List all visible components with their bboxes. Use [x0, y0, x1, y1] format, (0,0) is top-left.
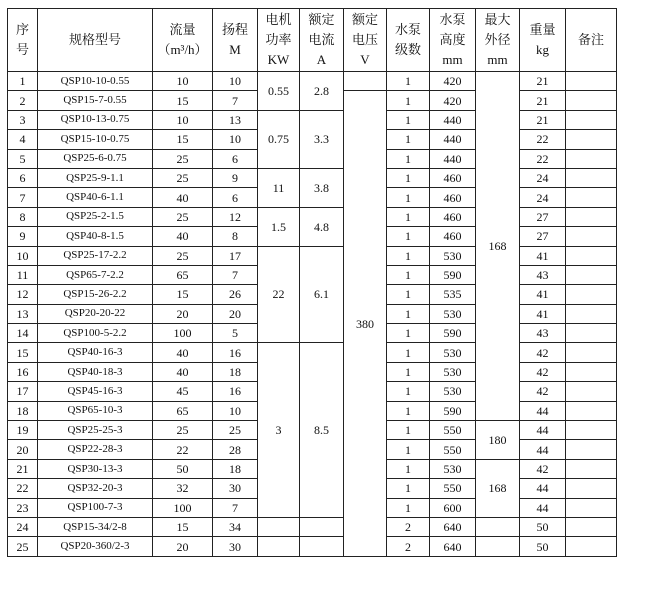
- cell-model: QSP20-360/2-3: [38, 537, 153, 556]
- cell-weight: 21: [520, 72, 566, 91]
- cell-stages: 1: [387, 343, 430, 362]
- cell-model: QSP32-20-3: [38, 479, 153, 498]
- cell-remark: [566, 130, 617, 149]
- cell-weight: 50: [520, 517, 566, 536]
- cell-no: 9: [8, 227, 38, 246]
- cell-height: 530: [430, 304, 476, 323]
- cell-diameter: [476, 517, 520, 536]
- cell-stages: 1: [387, 130, 430, 149]
- cell-current: 6.1: [300, 246, 344, 343]
- cell-head: 6: [213, 188, 258, 207]
- cell-no: 11: [8, 265, 38, 284]
- cell-no: 5: [8, 149, 38, 168]
- cell-remark: [566, 537, 617, 556]
- cell-height: 550: [430, 421, 476, 440]
- cell-head: 12: [213, 207, 258, 226]
- col-weight: 重量 kg: [520, 9, 566, 72]
- cell-model: QSP30-13-3: [38, 459, 153, 478]
- cell-diameter: [476, 537, 520, 556]
- cell-weight: 44: [520, 421, 566, 440]
- cell-head: 30: [213, 537, 258, 556]
- cell-head: 9: [213, 168, 258, 187]
- cell-remark: [566, 227, 617, 246]
- cell-weight: 50: [520, 537, 566, 556]
- cell-no: 18: [8, 401, 38, 420]
- cell-weight: 41: [520, 285, 566, 304]
- cell-height: 460: [430, 188, 476, 207]
- cell-weight: 42: [520, 459, 566, 478]
- cell-no: 4: [8, 130, 38, 149]
- cell-flow: 15: [153, 130, 213, 149]
- cell-head: 34: [213, 517, 258, 536]
- cell-no: 7: [8, 188, 38, 207]
- cell-no: 14: [8, 324, 38, 343]
- cell-head: 16: [213, 382, 258, 401]
- table-row: [8, 343, 617, 362]
- cell-height: 460: [430, 168, 476, 187]
- cell-no: 21: [8, 459, 38, 478]
- cell-model: QSP25-6-0.75: [38, 149, 153, 168]
- cell-flow: 20: [153, 304, 213, 323]
- cell-head: 26: [213, 285, 258, 304]
- cell-remark: [566, 91, 617, 110]
- cell-no: 15: [8, 343, 38, 362]
- cell-no: 12: [8, 285, 38, 304]
- cell-stages: 2: [387, 517, 430, 536]
- cell-head: 6: [213, 149, 258, 168]
- cell-no: 1: [8, 72, 38, 91]
- cell-model: QSP20-20-22: [38, 304, 153, 323]
- cell-flow: 45: [153, 382, 213, 401]
- cell-remark: [566, 421, 617, 440]
- cell-stages: 1: [387, 168, 430, 187]
- cell-model: QSP22-28-3: [38, 440, 153, 459]
- cell-stages: 1: [387, 401, 430, 420]
- cell-remark: [566, 188, 617, 207]
- cell-head: 30: [213, 479, 258, 498]
- cell-height: 530: [430, 343, 476, 362]
- cell-height: 535: [430, 285, 476, 304]
- cell-stages: 1: [387, 440, 430, 459]
- cell-head: 17: [213, 246, 258, 265]
- cell-weight: 43: [520, 265, 566, 284]
- cell-no: 2: [8, 91, 38, 110]
- cell-power: [258, 517, 300, 536]
- cell-diameter: 168: [476, 72, 520, 421]
- col-stages: 水泵 级数: [387, 9, 430, 72]
- cell-weight: 27: [520, 207, 566, 226]
- cell-stages: 1: [387, 246, 430, 265]
- cell-weight: 24: [520, 188, 566, 207]
- cell-weight: 22: [520, 130, 566, 149]
- cell-height: 440: [430, 149, 476, 168]
- cell-model: QSP65-10-3: [38, 401, 153, 420]
- cell-diameter: 168: [476, 459, 520, 517]
- cell-current: 8.5: [300, 343, 344, 518]
- cell-power: 1.5: [258, 207, 300, 246]
- cell-weight: 42: [520, 382, 566, 401]
- cell-no: 8: [8, 207, 38, 226]
- col-diameter: 最大 外径 mm: [476, 9, 520, 72]
- cell-height: 420: [430, 91, 476, 110]
- cell-power: 3: [258, 343, 300, 518]
- cell-flow: 25: [153, 421, 213, 440]
- cell-diameter: 180: [476, 421, 520, 460]
- cell-stages: 1: [387, 498, 430, 517]
- col-power: 电机 功率 KW: [258, 9, 300, 72]
- cell-head: 10: [213, 72, 258, 91]
- cell-remark: [566, 517, 617, 536]
- cell-flow: 22: [153, 440, 213, 459]
- cell-stages: 1: [387, 362, 430, 381]
- cell-remark: [566, 285, 617, 304]
- cell-power: 22: [258, 246, 300, 343]
- cell-height: 530: [430, 362, 476, 381]
- cell-stages: 1: [387, 421, 430, 440]
- cell-power: 0.75: [258, 110, 300, 168]
- col-flow: 流量 （m³/h）: [153, 9, 213, 72]
- cell-no: 24: [8, 517, 38, 536]
- cell-head: 10: [213, 130, 258, 149]
- col-voltage: 额定 电压 V: [344, 9, 387, 72]
- cell-model: QSP65-7-2.2: [38, 265, 153, 284]
- cell-weight: 21: [520, 91, 566, 110]
- cell-height: 600: [430, 498, 476, 517]
- cell-model: QSP40-16-3: [38, 343, 153, 362]
- cell-model: QSP25-9-1.1: [38, 168, 153, 187]
- table-row: [8, 246, 617, 265]
- cell-flow: 40: [153, 188, 213, 207]
- cell-height: 590: [430, 265, 476, 284]
- cell-no: 19: [8, 421, 38, 440]
- cell-model: QSP40-8-1.5: [38, 227, 153, 246]
- cell-model: QSP10-10-0.55: [38, 72, 153, 91]
- cell-flow: 20: [153, 537, 213, 556]
- cell-height: 530: [430, 246, 476, 265]
- cell-flow: 40: [153, 343, 213, 362]
- cell-height: 550: [430, 479, 476, 498]
- cell-model: QSP100-7-3: [38, 498, 153, 517]
- cell-flow: 50: [153, 459, 213, 478]
- table-row: [8, 207, 617, 226]
- cell-head: 16: [213, 343, 258, 362]
- cell-weight: 44: [520, 498, 566, 517]
- cell-weight: 22: [520, 149, 566, 168]
- cell-remark: [566, 149, 617, 168]
- table-row: [8, 110, 617, 129]
- cell-weight: 41: [520, 246, 566, 265]
- cell-stages: 1: [387, 479, 430, 498]
- cell-model: QSP25-17-2.2: [38, 246, 153, 265]
- cell-no: 10: [8, 246, 38, 265]
- cell-current: 4.8: [300, 207, 344, 246]
- cell-head: 8: [213, 227, 258, 246]
- table-body: [8, 72, 617, 557]
- cell-height: 440: [430, 130, 476, 149]
- cell-model: QSP25-2-1.5: [38, 207, 153, 226]
- cell-weight: 41: [520, 304, 566, 323]
- cell-flow: 25: [153, 168, 213, 187]
- cell-stages: 1: [387, 91, 430, 110]
- cell-head: 20: [213, 304, 258, 323]
- cell-flow: 10: [153, 110, 213, 129]
- cell-voltage: [344, 72, 387, 91]
- cell-head: 18: [213, 459, 258, 478]
- cell-current: 3.8: [300, 168, 344, 207]
- cell-no: 3: [8, 110, 38, 129]
- cell-remark: [566, 362, 617, 381]
- cell-remark: [566, 498, 617, 517]
- cell-weight: 24: [520, 168, 566, 187]
- cell-flow: 25: [153, 246, 213, 265]
- cell-flow: 10: [153, 72, 213, 91]
- cell-voltage: 380: [344, 91, 387, 556]
- cell-model: QSP15-7-0.55: [38, 91, 153, 110]
- cell-head: 7: [213, 91, 258, 110]
- cell-remark: [566, 207, 617, 226]
- cell-height: 530: [430, 459, 476, 478]
- cell-head: 13: [213, 110, 258, 129]
- cell-stages: 1: [387, 149, 430, 168]
- cell-flow: 65: [153, 265, 213, 284]
- cell-remark: [566, 343, 617, 362]
- col-height: 水泵 高度 mm: [430, 9, 476, 72]
- cell-flow: 100: [153, 498, 213, 517]
- cell-flow: 65: [153, 401, 213, 420]
- cell-weight: 21: [520, 110, 566, 129]
- cell-height: 590: [430, 401, 476, 420]
- cell-head: 5: [213, 324, 258, 343]
- cell-model: QSP15-34/2-8: [38, 517, 153, 536]
- cell-current: 2.8: [300, 72, 344, 111]
- cell-power: [258, 537, 300, 556]
- cell-stages: 1: [387, 304, 430, 323]
- cell-model: QSP40-6-1.1: [38, 188, 153, 207]
- cell-stages: 1: [387, 110, 430, 129]
- cell-remark: [566, 246, 617, 265]
- cell-power: 11: [258, 168, 300, 207]
- cell-model: QSP25-25-3: [38, 421, 153, 440]
- cell-stages: 1: [387, 459, 430, 478]
- cell-model: QSP15-26-2.2: [38, 285, 153, 304]
- cell-height: 640: [430, 517, 476, 536]
- table-row: [8, 537, 617, 556]
- col-head: 扬程 M: [213, 9, 258, 72]
- cell-current: [300, 537, 344, 556]
- cell-stages: 1: [387, 265, 430, 284]
- cell-remark: [566, 401, 617, 420]
- col-current: 额定 电流 A: [300, 9, 344, 72]
- cell-no: 6: [8, 168, 38, 187]
- cell-stages: 1: [387, 324, 430, 343]
- cell-height: 550: [430, 440, 476, 459]
- header-row: [8, 9, 617, 72]
- cell-weight: 42: [520, 343, 566, 362]
- cell-no: 20: [8, 440, 38, 459]
- cell-flow: 32: [153, 479, 213, 498]
- pump-spec-table: [7, 8, 617, 557]
- cell-no: 22: [8, 479, 38, 498]
- cell-flow: 40: [153, 362, 213, 381]
- cell-flow: 15: [153, 285, 213, 304]
- cell-model: QSP15-10-0.75: [38, 130, 153, 149]
- cell-weight: 27: [520, 227, 566, 246]
- cell-remark: [566, 304, 617, 323]
- cell-current: 3.3: [300, 110, 344, 168]
- cell-height: 460: [430, 207, 476, 226]
- cell-weight: 44: [520, 440, 566, 459]
- cell-weight: 43: [520, 324, 566, 343]
- cell-no: 13: [8, 304, 38, 323]
- cell-height: 640: [430, 537, 476, 556]
- cell-flow: 40: [153, 227, 213, 246]
- cell-height: 440: [430, 110, 476, 129]
- cell-no: 17: [8, 382, 38, 401]
- table-row: [8, 517, 617, 536]
- cell-height: 460: [430, 227, 476, 246]
- cell-remark: [566, 72, 617, 91]
- cell-stages: 1: [387, 285, 430, 304]
- cell-remark: [566, 110, 617, 129]
- cell-stages: 1: [387, 188, 430, 207]
- cell-no: 25: [8, 537, 38, 556]
- col-remark: 备注: [566, 9, 617, 72]
- cell-stages: 1: [387, 72, 430, 91]
- cell-remark: [566, 479, 617, 498]
- cell-weight: 44: [520, 479, 566, 498]
- cell-model: QSP100-5-2.2: [38, 324, 153, 343]
- cell-head: 7: [213, 265, 258, 284]
- cell-model: QSP45-16-3: [38, 382, 153, 401]
- table-row: [8, 72, 617, 91]
- cell-flow: 25: [153, 207, 213, 226]
- cell-remark: [566, 440, 617, 459]
- cell-remark: [566, 265, 617, 284]
- cell-remark: [566, 382, 617, 401]
- cell-model: QSP10-13-0.75: [38, 110, 153, 129]
- cell-head: 28: [213, 440, 258, 459]
- cell-head: 25: [213, 421, 258, 440]
- cell-remark: [566, 324, 617, 343]
- cell-remark: [566, 168, 617, 187]
- cell-flow: 25: [153, 149, 213, 168]
- col-model: 规格型号: [38, 9, 153, 72]
- cell-head: 10: [213, 401, 258, 420]
- cell-flow: 100: [153, 324, 213, 343]
- cell-weight: 44: [520, 401, 566, 420]
- cell-current: [300, 517, 344, 536]
- cell-height: 590: [430, 324, 476, 343]
- cell-head: 18: [213, 362, 258, 381]
- cell-model: QSP40-18-3: [38, 362, 153, 381]
- cell-remark: [566, 459, 617, 478]
- cell-no: 23: [8, 498, 38, 517]
- cell-stages: 2: [387, 537, 430, 556]
- table-row: [8, 168, 617, 187]
- cell-stages: 1: [387, 382, 430, 401]
- cell-no: 16: [8, 362, 38, 381]
- cell-height: 420: [430, 72, 476, 91]
- col-no: 序 号: [8, 9, 38, 72]
- cell-weight: 42: [520, 362, 566, 381]
- cell-height: 530: [430, 382, 476, 401]
- cell-flow: 15: [153, 517, 213, 536]
- cell-stages: 1: [387, 227, 430, 246]
- cell-stages: 1: [387, 207, 430, 226]
- cell-head: 7: [213, 498, 258, 517]
- cell-flow: 15: [153, 91, 213, 110]
- cell-power: 0.55: [258, 72, 300, 111]
